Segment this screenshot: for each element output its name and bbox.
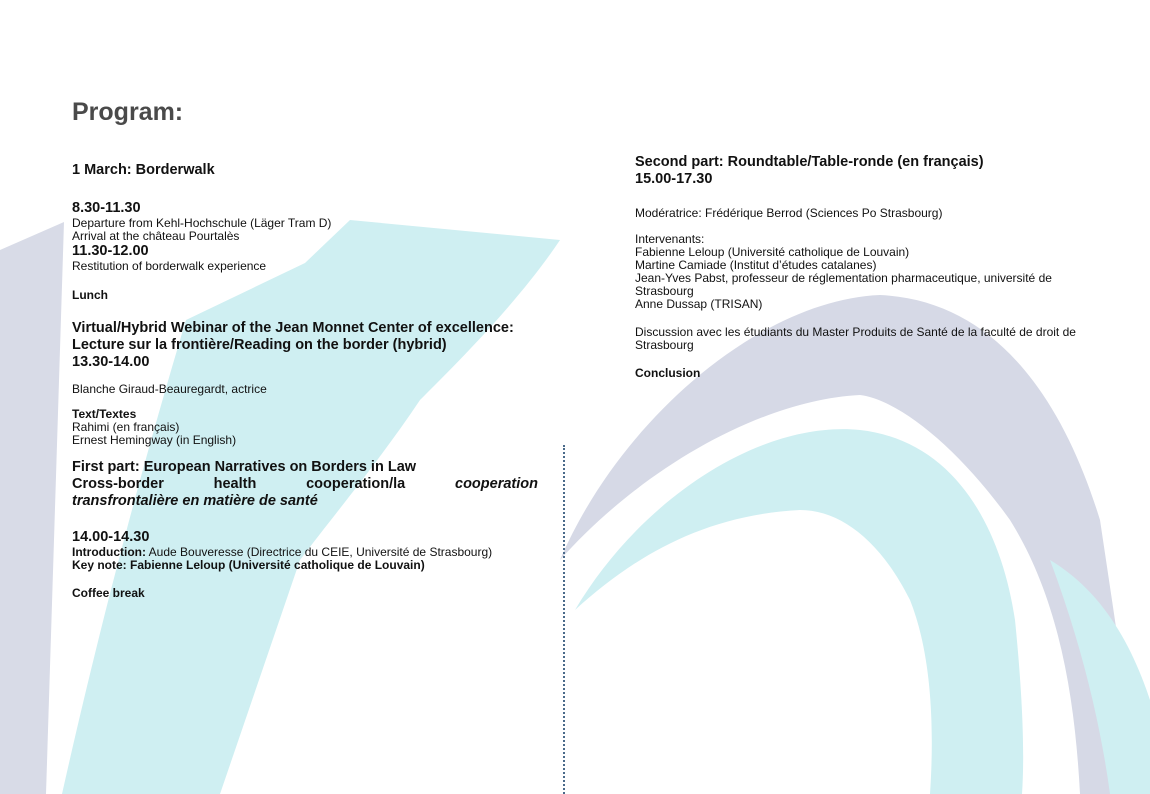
right-column <box>635 154 1105 380</box>
speaker-item: Fabienne Leloup (Université catholique de Louvain) <box>635 245 910 259</box>
text-item: Rahimi (en français) <box>72 420 180 434</box>
subtitle-italic: cooperation <box>455 476 538 492</box>
restitution-line: Restitution of borderwalk experience <box>72 259 267 273</box>
webinar-title: Virtual/Hybrid Webinar of the Jean Monnet Center of excellence: Lecture sur la frontière/Reading on the border (hybrid) <box>72 320 514 353</box>
lunch-label: Lunch <box>72 288 108 302</box>
speaker-line: Blanche Giraud-Beauregardt, actrice <box>72 382 267 396</box>
discussion-line: Discussion avec les étudiants du Master Produits de Santé de la faculté de droit de Strasbourg <box>635 325 1076 352</box>
departure-line: Departure from Kehl-Hochschule (Läger Tram D) <box>72 216 332 230</box>
arrival-line: Arrival at the château Pourtalès <box>72 229 240 243</box>
text-item: Ernest Hemingway (in English) <box>72 433 237 447</box>
texts-label: Text/Textes <box>72 407 137 421</box>
speaker-item: Anne Dussap (TRISAN) <box>635 297 763 311</box>
subtitle-plain: Cross-border health cooperation/la <box>72 476 406 492</box>
column-divider <box>563 445 565 794</box>
introduction-text: Aude Bouveresse (Directrice du CEIE, Université de Strasbourg) <box>148 545 493 559</box>
speaker-item: Jean-Yves Pabst, professeur de réglementation pharmaceutique, université de Strasbourg <box>635 271 1052 298</box>
slot-time: 14.00-14.30 <box>72 529 150 545</box>
keynote-line: Key note: Fabienne Leloup (Université catholique de Louvain) <box>72 558 425 572</box>
second-part-title: Second part: Roundtable/Table-ronde (en français) <box>635 154 984 170</box>
second-part-time: 15.00-17.30 <box>635 171 713 187</box>
speaker-item: Martine Camiade (Institut d’études catalanes) <box>635 258 877 272</box>
introduction-label: Introduction: <box>72 545 146 559</box>
first-part-title: First part: European Narratives on Borders in Law <box>72 459 417 475</box>
first-part-subtitle-line2: transfrontalière en matière de santé <box>72 493 318 509</box>
webinar-time: 13.30-14.00 <box>72 354 150 370</box>
coffee-break-label: Coffee break <box>72 586 145 600</box>
conclusion-label: Conclusion <box>635 366 701 380</box>
slot-time: 11.30-12.00 <box>72 243 149 259</box>
day-title: 1 March: Borderwalk <box>72 162 215 178</box>
left-column <box>72 162 538 600</box>
first-part-subtitle <box>72 476 538 493</box>
moderator-line: Modératrice: Frédérique Berrod (Sciences Po Strasbourg) <box>635 206 943 220</box>
page-title: Program: <box>72 98 184 126</box>
speakers-label: Intervenants: <box>635 232 705 246</box>
slot-time: 8.30-11.30 <box>72 200 141 216</box>
